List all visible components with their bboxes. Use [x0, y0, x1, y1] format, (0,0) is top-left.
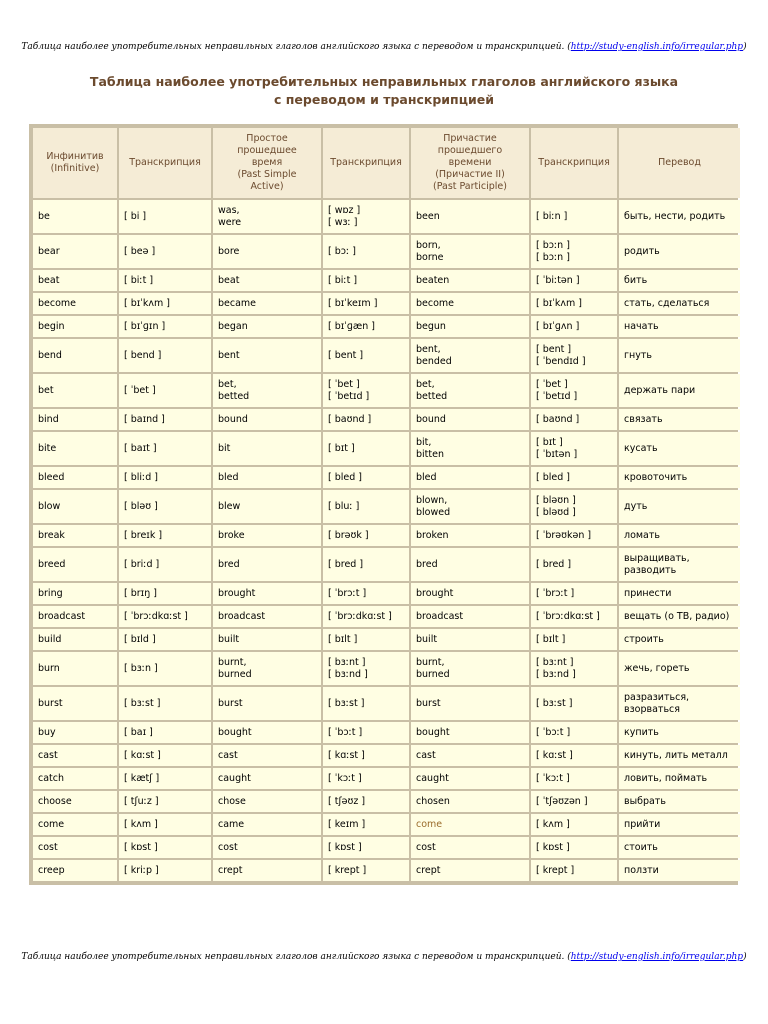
cell-past-simple: broke	[213, 525, 321, 546]
cell-past-participle: bled	[411, 467, 529, 488]
cell-infinitive: cost	[33, 837, 117, 858]
cell-translation: жечь, гореть	[619, 652, 740, 685]
cell-past-simple-transcription: [ bɜːnt ] [ bɜːnd ]	[323, 652, 409, 685]
cell-past-simple: bit	[213, 432, 321, 465]
table-row	[33, 490, 740, 523]
cell-infinitive: break	[33, 525, 117, 546]
cell-infinitive-transcription: [ beə ]	[119, 235, 211, 268]
cell-infinitive-transcription: [ brɪŋ ]	[119, 583, 211, 604]
cell-infinitive-transcription: [ kætʃ ]	[119, 768, 211, 789]
cell-past-participle: bit, bitten	[411, 432, 529, 465]
cell-past-simple-transcription: [ bɪˈɡæn ]	[323, 316, 409, 337]
cell-translation: купить	[619, 722, 740, 743]
cell-past-participle-transcription: [ bent ] [ ˈbendɪd ]	[531, 339, 617, 372]
cell-translation: выбрать	[619, 791, 740, 812]
cell-infinitive-transcription: [ breɪk ]	[119, 525, 211, 546]
cell-infinitive: be	[33, 200, 117, 233]
cell-translation: ползти	[619, 860, 740, 881]
table-row	[33, 339, 740, 372]
cell-past-simple-transcription: [ wɒz ] [ wɜː ]	[323, 200, 409, 233]
cell-translation: строить	[619, 629, 740, 650]
cell-past-participle-transcription: [ bɪt ] [ ˈbɪtən ]	[531, 432, 617, 465]
cell-past-simple-transcription: [ kɑːst ]	[323, 745, 409, 766]
header-translation: Перевод	[619, 128, 740, 198]
cell-past-participle: beaten	[411, 270, 529, 291]
cell-past-participle-transcription: [ biːn ]	[531, 200, 617, 233]
cell-past-simple: bred	[213, 548, 321, 581]
cell-past-simple-transcription: [ bɪˈkeɪm ]	[323, 293, 409, 314]
cell-past-participle-transcription: [ kɑːst ]	[531, 745, 617, 766]
cell-past-participle-transcription: [ bɪˈɡʌn ]	[531, 316, 617, 337]
cell-infinitive-transcription: [ kɒst ]	[119, 837, 211, 858]
cell-translation: прийти	[619, 814, 740, 835]
cell-infinitive-transcription: [ kʌm ]	[119, 814, 211, 835]
cell-past-participle: brought	[411, 583, 529, 604]
cell-past-simple-transcription: [ ˈbɔːt ]	[323, 722, 409, 743]
cell-infinitive: come	[33, 814, 117, 835]
cell-past-simple: burnt, burned	[213, 652, 321, 685]
irregular-verbs-table	[31, 126, 742, 883]
cell-past-participle-transcription: [ bɜːst ]	[531, 687, 617, 720]
cell-past-simple-transcription: [ tʃəʊz ]	[323, 791, 409, 812]
table-row	[33, 374, 740, 407]
cell-infinitive-transcription: [ bɪˈɡɪn ]	[119, 316, 211, 337]
cell-translation: стать, сделаться	[619, 293, 740, 314]
cell-past-simple-transcription: [ bɪt ]	[323, 432, 409, 465]
cell-translation: родить	[619, 235, 740, 268]
cell-translation: гнуть	[619, 339, 740, 372]
cell-infinitive-transcription: [ baɪnd ]	[119, 409, 211, 430]
cell-infinitive: choose	[33, 791, 117, 812]
cell-past-simple-transcription: [ bɪlt ]	[323, 629, 409, 650]
table-row	[33, 745, 740, 766]
cell-past-participle: bound	[411, 409, 529, 430]
cell-infinitive-transcription: [ bend ]	[119, 339, 211, 372]
cell-infinitive-transcription: [ bɪld ]	[119, 629, 211, 650]
table-row	[33, 293, 740, 314]
cell-past-simple-transcription: [ bent ]	[323, 339, 409, 372]
cell-past-participle: bet, betted	[411, 374, 529, 407]
table-body	[33, 200, 740, 881]
cell-infinitive: bear	[33, 235, 117, 268]
cell-past-participle-transcription: [ ˈtʃəʊzən ]	[531, 791, 617, 812]
cell-past-participle: bred	[411, 548, 529, 581]
cell-infinitive-transcription: [ tʃuːz ]	[119, 791, 211, 812]
cell-past-participle-transcription: [ bɜːnt ] [ bɜːnd ]	[531, 652, 617, 685]
cell-past-simple: bought	[213, 722, 321, 743]
cell-infinitive-transcription: [ baɪt ]	[119, 432, 211, 465]
cell-past-simple: blew	[213, 490, 321, 523]
cell-past-participle-transcription: [ ˈbrɔːdkɑːst ]	[531, 606, 617, 627]
cell-past-simple-transcription: [ bɔː ]	[323, 235, 409, 268]
table-row	[33, 270, 740, 291]
cell-translation: разразиться, взорваться	[619, 687, 740, 720]
cell-infinitive: cast	[33, 745, 117, 766]
caption-text: Таблица наиболее употребительных неправильных глаголов английского языка с переводом и транскрипцией. (	[21, 952, 571, 962]
cell-past-simple-transcription: [ ˈbrɔːt ]	[323, 583, 409, 604]
cell-infinitive-transcription: [ bi ]	[119, 200, 211, 233]
cell-infinitive: catch	[33, 768, 117, 789]
cell-past-participle: crept	[411, 860, 529, 881]
cell-past-participle: broadcast	[411, 606, 529, 627]
table-row	[33, 525, 740, 546]
table-row	[33, 548, 740, 581]
table-row	[33, 467, 740, 488]
table-row	[33, 791, 740, 812]
cell-past-participle-transcription: [ ˈbiːtən ]	[531, 270, 617, 291]
cell-translation: кусать	[619, 432, 740, 465]
cell-past-participle: begun	[411, 316, 529, 337]
cell-infinitive: build	[33, 629, 117, 650]
cell-past-simple: chose	[213, 791, 321, 812]
cell-infinitive-transcription: [ bɜːst ]	[119, 687, 211, 720]
cell-past-participle-transcription: [ kʌm ]	[531, 814, 617, 835]
source-link[interactable]: http://study-english.info/irregular.php	[570, 952, 744, 962]
table-row	[33, 606, 740, 627]
cell-past-participle-transcription: [ bɪˈkʌm ]	[531, 293, 617, 314]
cell-infinitive: become	[33, 293, 117, 314]
table-row	[33, 652, 740, 685]
source-link[interactable]: http://study-english.info/irregular.php	[570, 42, 744, 52]
cell-past-simple-transcription: [ ˈkɔːt ]	[323, 768, 409, 789]
cell-infinitive: bring	[33, 583, 117, 604]
cell-past-simple: bore	[213, 235, 321, 268]
table-row	[33, 316, 740, 337]
table-row	[33, 432, 740, 465]
cell-infinitive: bet	[33, 374, 117, 407]
cell-infinitive: bite	[33, 432, 117, 465]
cell-past-simple-transcription: [ ˈbrɔːdkɑːst ]	[323, 606, 409, 627]
cell-infinitive-transcription: [ kriːp ]	[119, 860, 211, 881]
cell-past-participle: burst	[411, 687, 529, 720]
cell-translation: дуть	[619, 490, 740, 523]
cell-infinitive: beat	[33, 270, 117, 291]
cell-past-participle-transcription: [ baʊnd ]	[531, 409, 617, 430]
cell-past-participle-transcription: [ ˈbrəʊkən ]	[531, 525, 617, 546]
cell-past-participle: come	[411, 814, 529, 835]
page-header-caption	[0, 42, 768, 52]
cell-past-participle-transcription: [ kɒst ]	[531, 837, 617, 858]
cell-past-participle: burnt, burned	[411, 652, 529, 685]
cell-past-simple-transcription: [ keɪm ]	[323, 814, 409, 835]
cell-past-simple: was, were	[213, 200, 321, 233]
cell-translation: кинуть, лить металл	[619, 745, 740, 766]
cell-past-simple: built	[213, 629, 321, 650]
cell-past-participle: caught	[411, 768, 529, 789]
cell-translation: ловить, поймать	[619, 768, 740, 789]
cell-translation: стоить	[619, 837, 740, 858]
cell-past-simple-transcription: [ baʊnd ]	[323, 409, 409, 430]
cell-infinitive: burst	[33, 687, 117, 720]
cell-past-simple-transcription: [ bluː ]	[323, 490, 409, 523]
table-row	[33, 200, 740, 233]
cell-translation: выращивать, разводить	[619, 548, 740, 581]
page-title-line-2: с переводом и транскрипцией	[274, 92, 494, 107]
cell-infinitive: bleed	[33, 467, 117, 488]
cell-infinitive: broadcast	[33, 606, 117, 627]
cell-translation: держать пари	[619, 374, 740, 407]
header-past-participle: Причастие прошедшего времени (Причастие II) (Past Participle)	[411, 128, 529, 198]
cell-past-simple: broadcast	[213, 606, 321, 627]
cell-past-simple: bound	[213, 409, 321, 430]
cell-infinitive-transcription: [ bləʊ ]	[119, 490, 211, 523]
cell-past-participle-transcription: [ krept ]	[531, 860, 617, 881]
table-row	[33, 722, 740, 743]
cell-infinitive: bind	[33, 409, 117, 430]
caption-close: )	[743, 42, 747, 52]
cell-past-simple: became	[213, 293, 321, 314]
cell-past-participle: blown, blowed	[411, 490, 529, 523]
verbs-table-frame	[29, 124, 738, 885]
cell-past-simple: beat	[213, 270, 321, 291]
table-row	[33, 687, 740, 720]
cell-past-simple-transcription: [ ˈbet ] [ ˈbetɪd ]	[323, 374, 409, 407]
cell-past-participle-transcription: [ bɪlt ]	[531, 629, 617, 650]
cell-past-participle: become	[411, 293, 529, 314]
header-infinitive-transcription: Транскрипция	[119, 128, 211, 198]
cell-infinitive: breed	[33, 548, 117, 581]
cell-infinitive-transcription: [ bɪˈkʌm ]	[119, 293, 211, 314]
cell-past-simple-transcription: [ bɜːst ]	[323, 687, 409, 720]
cell-past-simple: bet, betted	[213, 374, 321, 407]
cell-translation: принести	[619, 583, 740, 604]
page-footer-caption	[0, 952, 768, 962]
cell-past-simple: bent	[213, 339, 321, 372]
table-header-row	[33, 128, 740, 198]
cell-past-participle: been	[411, 200, 529, 233]
cell-translation: вещать (о ТВ, радио)	[619, 606, 740, 627]
cell-infinitive: begin	[33, 316, 117, 337]
cell-infinitive-transcription: [ ˈbrɔːdkɑːst ]	[119, 606, 211, 627]
cell-infinitive: burn	[33, 652, 117, 685]
cell-past-simple-transcription: [ bled ]	[323, 467, 409, 488]
cell-past-participle: chosen	[411, 791, 529, 812]
cell-infinitive-transcription: [ briːd ]	[119, 548, 211, 581]
cell-past-participle-transcription: [ bled ]	[531, 467, 617, 488]
cell-past-participle-transcription: [ ˈbɔːt ]	[531, 722, 617, 743]
cell-past-participle: broken	[411, 525, 529, 546]
table-row	[33, 409, 740, 430]
cell-past-simple-transcription: [ biːt ]	[323, 270, 409, 291]
cell-infinitive-transcription: [ biːt ]	[119, 270, 211, 291]
header-infinitive: Инфинитив (Infinitive)	[33, 128, 117, 198]
page-title	[0, 73, 768, 109]
table-row	[33, 837, 740, 858]
cell-infinitive-transcription: [ bɜːn ]	[119, 652, 211, 685]
cell-past-participle: born, borne	[411, 235, 529, 268]
header-past-simple: Простое прошедшее время (Past Simple Active)	[213, 128, 321, 198]
cell-past-participle-transcription: [ bɔːn ] [ bɔːn ]	[531, 235, 617, 268]
cell-past-simple-transcription: [ bred ]	[323, 548, 409, 581]
cell-past-participle: built	[411, 629, 529, 650]
cell-infinitive: buy	[33, 722, 117, 743]
cell-past-participle: bent, bended	[411, 339, 529, 372]
cell-translation: бить	[619, 270, 740, 291]
cell-past-participle: cost	[411, 837, 529, 858]
cell-translation: быть, нести, родить	[619, 200, 740, 233]
caption-close: )	[743, 952, 747, 962]
cell-past-simple: began	[213, 316, 321, 337]
page-title-line-1: Таблица наиболее употребительных неправильных глаголов английского языка	[89, 74, 679, 89]
cell-past-simple: cost	[213, 837, 321, 858]
cell-translation: связать	[619, 409, 740, 430]
cell-past-simple: came	[213, 814, 321, 835]
cell-past-participle-transcription: [ ˈbet ] [ ˈbetɪd ]	[531, 374, 617, 407]
cell-infinitive-transcription: [ ˈbet ]	[119, 374, 211, 407]
cell-infinitive: creep	[33, 860, 117, 881]
cell-infinitive-transcription: [ kɑːst ]	[119, 745, 211, 766]
cell-past-participle: cast	[411, 745, 529, 766]
header-past-participle-transcription: Транскрипция	[531, 128, 617, 198]
cell-past-simple: brought	[213, 583, 321, 604]
cell-infinitive-transcription: [ baɪ ]	[119, 722, 211, 743]
cell-infinitive-transcription: [ bliːd ]	[119, 467, 211, 488]
cell-infinitive: bend	[33, 339, 117, 372]
cell-past-simple-transcription: [ brəʊk ]	[323, 525, 409, 546]
table-row	[33, 583, 740, 604]
cell-translation: ломать	[619, 525, 740, 546]
cell-past-participle-transcription: [ ˈkɔːt ]	[531, 768, 617, 789]
table-row	[33, 768, 740, 789]
caption-text: Таблица наиболее употребительных неправильных глаголов английского языка с переводом и транскрипцией. (	[21, 42, 571, 52]
cell-past-simple-transcription: [ kɒst ]	[323, 837, 409, 858]
cell-past-simple: bled	[213, 467, 321, 488]
cell-past-simple: crept	[213, 860, 321, 881]
cell-past-participle-transcription: [ bləʊn ] [ bləʊd ]	[531, 490, 617, 523]
cell-infinitive: blow	[33, 490, 117, 523]
cell-translation: кровоточить	[619, 467, 740, 488]
cell-past-simple-transcription: [ krept ]	[323, 860, 409, 881]
table-row	[33, 235, 740, 268]
table-row	[33, 814, 740, 835]
table-row	[33, 860, 740, 881]
header-past-simple-transcription: Транскрипция	[323, 128, 409, 198]
cell-past-participle: bought	[411, 722, 529, 743]
cell-past-simple: burst	[213, 687, 321, 720]
cell-past-participle-transcription: [ ˈbrɔːt ]	[531, 583, 617, 604]
table-row	[33, 629, 740, 650]
cell-past-participle-transcription: [ bred ]	[531, 548, 617, 581]
cell-translation: начать	[619, 316, 740, 337]
cell-past-simple: caught	[213, 768, 321, 789]
cell-past-simple: cast	[213, 745, 321, 766]
